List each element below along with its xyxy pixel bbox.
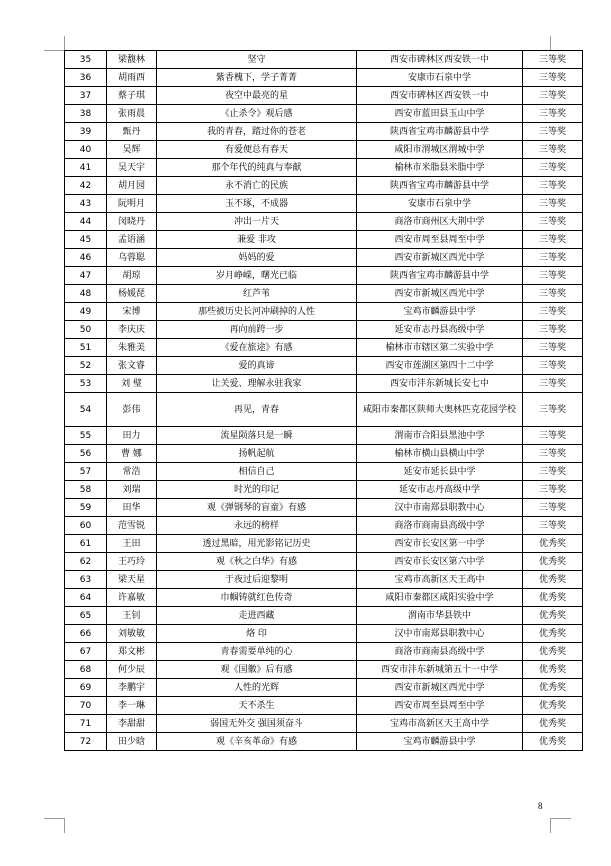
essay-title: 天不杀生: [157, 697, 357, 715]
row-number: 41: [65, 159, 107, 177]
row-number: 56: [65, 445, 107, 463]
student-name: 李鹏宇: [107, 679, 157, 697]
row-number: 68: [65, 661, 107, 679]
table-row: [65, 213, 583, 231]
school-name: 延安市延长县中学: [357, 463, 523, 481]
student-name: 刘 璧: [107, 375, 157, 393]
student-name: 何少辰: [107, 661, 157, 679]
essay-title: 《止杀令》观后感: [157, 105, 357, 123]
school-name: 延安市志丹高级中学: [357, 481, 523, 499]
table-row: [65, 141, 583, 159]
table-row: [65, 607, 583, 625]
row-number: 65: [65, 607, 107, 625]
row-number: 62: [65, 553, 107, 571]
award-level: 三等奖: [523, 357, 583, 375]
student-name: 曹 娜: [107, 445, 157, 463]
essay-title: 巾帼铸就红色传奇: [157, 589, 357, 607]
essay-title: 人性的光辉: [157, 679, 357, 697]
award-level: 优秀奖: [523, 607, 583, 625]
award-level: 优秀奖: [523, 715, 583, 733]
crop-mark-top-left: [44, 36, 65, 51]
essay-title: 透过黑暗，用光影铭记历史: [157, 535, 357, 553]
school-name: 西安市碑林区西安铁一中: [357, 51, 523, 69]
table-row: [65, 357, 583, 375]
student-name: 郑文彬: [107, 643, 157, 661]
student-name: 蔡子琪: [107, 87, 157, 105]
student-name: 田力: [107, 427, 157, 445]
essay-title: 永不消亡的民族: [157, 177, 357, 195]
table-row: [65, 463, 583, 481]
row-number: 55: [65, 427, 107, 445]
school-name: 陕西省宝鸡市麟游县中学: [357, 123, 523, 141]
essay-title: 红芦苇: [157, 285, 357, 303]
school-name: 咸阳市秦都区陕师大奥林匹克花园学校: [357, 393, 523, 427]
award-level: 三等奖: [523, 267, 583, 285]
row-number: 64: [65, 589, 107, 607]
table-row: [65, 51, 583, 69]
student-name: 张雨晨: [107, 105, 157, 123]
row-number: 70: [65, 697, 107, 715]
essay-title: 观《辛亥革命》有感: [157, 733, 357, 751]
school-name: 西安市碑林区西安铁一中: [357, 87, 523, 105]
table-row: [65, 267, 583, 285]
row-number: 66: [65, 625, 107, 643]
school-name: 西安市莲湖区第四十二中学: [357, 357, 523, 375]
row-number: 58: [65, 481, 107, 499]
award-level: 三等奖: [523, 195, 583, 213]
table-row: [65, 375, 583, 393]
row-number: 51: [65, 339, 107, 357]
school-name: 西安市周至县周至中学: [357, 231, 523, 249]
award-level: 优秀奖: [523, 679, 583, 697]
award-level: 三等奖: [523, 445, 583, 463]
row-number: 44: [65, 213, 107, 231]
school-name: 西安市新城区西光中学: [357, 285, 523, 303]
essay-title: 紫香槐下，学子菁菁: [157, 69, 357, 87]
student-name: 胡琼: [107, 267, 157, 285]
award-level: 三等奖: [523, 517, 583, 535]
row-number: 60: [65, 517, 107, 535]
school-name: 榆林市横山县横山中学: [357, 445, 523, 463]
table-row: [65, 231, 583, 249]
school-name: 西安市沣东新城长安七中: [357, 375, 523, 393]
essay-title: 时光的印记: [157, 481, 357, 499]
awards-table: [64, 50, 583, 751]
student-name: 乌蓉聪: [107, 249, 157, 267]
essay-title: 有爱便总有春天: [157, 141, 357, 159]
award-level: 三等奖: [523, 463, 583, 481]
row-number: 37: [65, 87, 107, 105]
school-name: 西安市周至县周至中学: [357, 697, 523, 715]
award-level: 三等奖: [523, 339, 583, 357]
essay-title: 烙 印: [157, 625, 357, 643]
row-number: 63: [65, 571, 107, 589]
crop-mark-bottom-right: [550, 818, 571, 833]
school-name: 延安市志丹县高级中学: [357, 321, 523, 339]
essay-title: 我的青春，踏过你的苍老: [157, 123, 357, 141]
essay-title: 流星陨落只是一瞬: [157, 427, 357, 445]
row-number: 50: [65, 321, 107, 339]
award-level: 三等奖: [523, 285, 583, 303]
essay-title: 冲出一片天: [157, 213, 357, 231]
row-number: 45: [65, 231, 107, 249]
student-name: 宋博: [107, 303, 157, 321]
school-name: 榆林市市辖区第二实验中学: [357, 339, 523, 357]
student-name: 李甜甜: [107, 715, 157, 733]
table-row: [65, 159, 583, 177]
student-name: 彭伟: [107, 393, 157, 427]
award-level: 三等奖: [523, 427, 583, 445]
award-level: 优秀奖: [523, 625, 583, 643]
table-row: [65, 321, 583, 339]
row-number: 71: [65, 715, 107, 733]
award-level: 三等奖: [523, 123, 583, 141]
student-name: 甄丹: [107, 123, 157, 141]
school-name: 陕西省宝鸡市麟游县中学: [357, 267, 523, 285]
student-name: 胡雨西: [107, 69, 157, 87]
table-row: [65, 499, 583, 517]
award-level: 三等奖: [523, 51, 583, 69]
table-row: [65, 249, 583, 267]
school-name: 安康市石泉中学: [357, 195, 523, 213]
essay-title: 那个年代的纯真与奉献: [157, 159, 357, 177]
page-number: 8: [538, 801, 543, 811]
school-name: 商洛市商南县高级中学: [357, 517, 523, 535]
table-row: [65, 87, 583, 105]
school-name: 咸阳市秦都区咸阳实验中学: [357, 589, 523, 607]
row-number: 39: [65, 123, 107, 141]
row-number: 54: [65, 393, 107, 427]
row-number: 47: [65, 267, 107, 285]
essay-title: 相信自己: [157, 463, 357, 481]
school-name: 汉中市南郑县职教中心: [357, 499, 523, 517]
row-number: 38: [65, 105, 107, 123]
essay-title: 岁月峥嵘，曙光已临: [157, 267, 357, 285]
award-level: 三等奖: [523, 105, 583, 123]
award-level: 三等奖: [523, 375, 583, 393]
essay-title: 那些被历史长河冲刷掉的人性: [157, 303, 357, 321]
student-name: 阮明月: [107, 195, 157, 213]
student-name: 刘敏敏: [107, 625, 157, 643]
essay-title: 于夜过后迎黎明: [157, 571, 357, 589]
award-level: 三等奖: [523, 213, 583, 231]
student-name: 李庆庆: [107, 321, 157, 339]
row-number: 49: [65, 303, 107, 321]
table-row: [65, 427, 583, 445]
table-row: [65, 69, 583, 87]
essay-title: 夜空中最亮的星: [157, 87, 357, 105]
table-row: [65, 339, 583, 357]
row-number: 72: [65, 733, 107, 751]
student-name: 王巧玲: [107, 553, 157, 571]
school-name: 榆林市米脂县米脂中学: [357, 159, 523, 177]
row-number: 52: [65, 357, 107, 375]
table-row: [65, 625, 583, 643]
award-level: 三等奖: [523, 321, 583, 339]
table-row: [65, 661, 583, 679]
table-row: [65, 733, 583, 751]
award-level: 优秀奖: [523, 661, 583, 679]
award-level: 三等奖: [523, 87, 583, 105]
student-name: 朱雅美: [107, 339, 157, 357]
award-level: 优秀奖: [523, 553, 583, 571]
table-row: [65, 393, 583, 427]
row-number: 43: [65, 195, 107, 213]
award-level: 三等奖: [523, 303, 583, 321]
award-level: 三等奖: [523, 159, 583, 177]
table-row: [65, 445, 583, 463]
table-row: [65, 177, 583, 195]
school-name: 咸阳市渭城区渭城中学: [357, 141, 523, 159]
award-level: 优秀奖: [523, 733, 583, 751]
award-level: 三等奖: [523, 249, 583, 267]
school-name: 渭南市合阳县黑池中学: [357, 427, 523, 445]
student-name: 张文睿: [107, 357, 157, 375]
essay-title: 扬帆起航: [157, 445, 357, 463]
student-name: 范雪锐: [107, 517, 157, 535]
award-level: 三等奖: [523, 69, 583, 87]
table-row: [65, 589, 583, 607]
school-name: 商洛市商州区大荆中学: [357, 213, 523, 231]
school-name: 西安市新城区西光中学: [357, 249, 523, 267]
award-level: 优秀奖: [523, 571, 583, 589]
student-name: 许嘉敏: [107, 589, 157, 607]
student-name: 吴天宇: [107, 159, 157, 177]
row-number: 46: [65, 249, 107, 267]
school-name: 西安市蓝田县玉山中学: [357, 105, 523, 123]
essay-title: 《爱在旅途》有感: [157, 339, 357, 357]
school-name: 渭南市华县铁中: [357, 607, 523, 625]
essay-title: 再见，青春: [157, 393, 357, 427]
student-name: 李一琳: [107, 697, 157, 715]
essay-title: 走进西藏: [157, 607, 357, 625]
table-row: [65, 697, 583, 715]
award-level: 优秀奖: [523, 535, 583, 553]
table-row: [65, 643, 583, 661]
essay-title: 兼爱 非攻: [157, 231, 357, 249]
table-row: [65, 535, 583, 553]
row-number: 36: [65, 69, 107, 87]
table-row: [65, 679, 583, 697]
student-name: 刘瑞: [107, 481, 157, 499]
school-name: 西安市新城区西光中学: [357, 679, 523, 697]
essay-title: 让关爱、理解永驻我家: [157, 375, 357, 393]
student-name: 吴辉: [107, 141, 157, 159]
school-name: 宝鸡市高新区天王高中学: [357, 715, 523, 733]
essay-title: 爱的真谛: [157, 357, 357, 375]
student-name: 王田: [107, 535, 157, 553]
essay-title: 观《秋之白华》有感: [157, 553, 357, 571]
essay-title: 再向前跨一步: [157, 321, 357, 339]
crop-mark-top-right: [550, 36, 571, 51]
school-name: 西安市沣东新城第五十一中学: [357, 661, 523, 679]
row-number: 59: [65, 499, 107, 517]
awards-table-body: [65, 51, 583, 751]
table-row: [65, 715, 583, 733]
table-row: [65, 123, 583, 141]
school-name: 汉中市南郑县职教中心: [357, 625, 523, 643]
essay-title: 妈妈的爱: [157, 249, 357, 267]
school-name: 宝鸡市麟游县中学: [357, 303, 523, 321]
student-name: 梁馥林: [107, 51, 157, 69]
award-level: 三等奖: [523, 231, 583, 249]
award-level: 优秀奖: [523, 589, 583, 607]
student-name: 王钊: [107, 607, 157, 625]
student-name: 田华: [107, 499, 157, 517]
student-name: 闵晓丹: [107, 213, 157, 231]
award-level: 优秀奖: [523, 697, 583, 715]
table-row: [65, 303, 583, 321]
award-level: 三等奖: [523, 141, 583, 159]
essay-title: 玉不琢，不成器: [157, 195, 357, 213]
row-number: 40: [65, 141, 107, 159]
row-number: 42: [65, 177, 107, 195]
school-name: 安康市石泉中学: [357, 69, 523, 87]
table-row: [65, 105, 583, 123]
school-name: 西安市长安区第六中学: [357, 553, 523, 571]
row-number: 53: [65, 375, 107, 393]
student-name: 田少晗: [107, 733, 157, 751]
student-name: 孟语涵: [107, 231, 157, 249]
table-row: [65, 553, 583, 571]
essay-title: 青春需要单纯的心: [157, 643, 357, 661]
award-level: 三等奖: [523, 393, 583, 427]
row-number: 57: [65, 463, 107, 481]
school-name: 陕西省宝鸡市麟游县中学: [357, 177, 523, 195]
student-name: 梁天星: [107, 571, 157, 589]
table-row: [65, 571, 583, 589]
student-name: 胡月园: [107, 177, 157, 195]
table-row: [65, 285, 583, 303]
table-row: [65, 195, 583, 213]
school-name: 宝鸡市麟游县中学: [357, 733, 523, 751]
row-number: 67: [65, 643, 107, 661]
award-level: 三等奖: [523, 499, 583, 517]
student-name: 常浩: [107, 463, 157, 481]
award-level: 三等奖: [523, 177, 583, 195]
student-name: 杨媛琵: [107, 285, 157, 303]
essay-title: 坚守: [157, 51, 357, 69]
essay-title: 观《国徽》后有感: [157, 661, 357, 679]
row-number: 61: [65, 535, 107, 553]
school-name: 商洛市商南县高级中学: [357, 643, 523, 661]
award-level: 优秀奖: [523, 643, 583, 661]
school-name: 宝鸡市高新区天王高中: [357, 571, 523, 589]
award-level: 三等奖: [523, 481, 583, 499]
essay-title: 永远的榜样: [157, 517, 357, 535]
row-number: 69: [65, 679, 107, 697]
table-row: [65, 481, 583, 499]
row-number: 48: [65, 285, 107, 303]
essay-title: 观《弹钢琴的盲童》有感: [157, 499, 357, 517]
school-name: 西安市长安区第一中学: [357, 535, 523, 553]
crop-mark-bottom-left: [44, 818, 65, 833]
essay-title: 弱国无外交 强国须奋斗: [157, 715, 357, 733]
table-row: [65, 517, 583, 535]
row-number: 35: [65, 51, 107, 69]
